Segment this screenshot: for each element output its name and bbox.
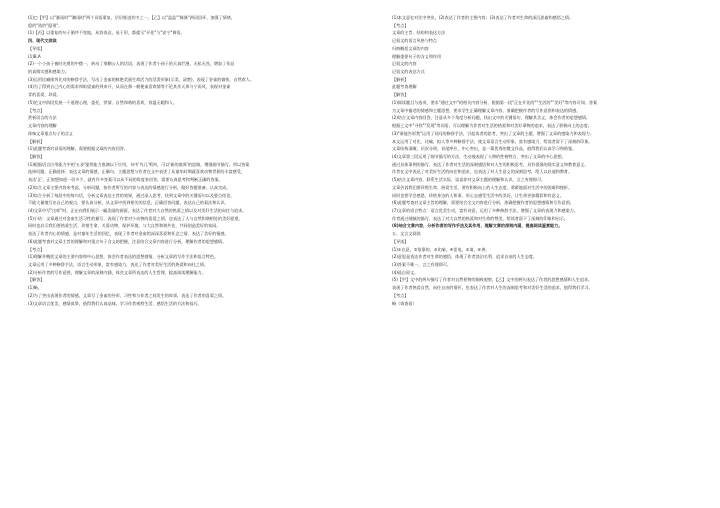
left-text-line: (1)理解并概括文章的主要内容和中心思想，体会作者表达的思想感情，分析文章的写作手法和语言特色。 xyxy=(28,254,219,260)
right-text-line: 文章的主旨、结构和表达方法 xyxy=(392,30,446,36)
right-text-line: 同时也要学会感恩，珍惜身边的人和事，用心去感受生活中的美好，让生命更加精彩和有意义。 xyxy=(392,192,564,198)
right-text-line: (1)阅读题目与选项，要求"通过文中"的相关内容分析，根据第一段"正在开花的""生活的""美好"等内容可知，答案 xyxy=(392,99,598,105)
right-text-line: 记叙文的表达方式 xyxy=(392,69,425,75)
right-text-line: 此题考查理解 xyxy=(392,84,417,90)
right-text-line: 【导读】 xyxy=(392,238,409,244)
right-text-line: 为文章中描述的情感和主题思想，要求学生正确理解文章内容，准确把握作者的写作意图和表达的情感。 xyxy=(392,107,581,113)
right-text-line: 通过具体事例的描写，表达了作者对生活的深刻感悟和对人生的积极思考，具有很强的现实意义和教育意义。 xyxy=(392,161,589,167)
left-text-line: (5)论文中阶段发展一个道理心理，委托、赏情、自然和谐的喜欢，容温无暇和人。 xyxy=(28,99,178,105)
left-text-line: (2)为了突出表现作者的情感，文章写了金雀的外形、习性和与作者之间发生的故事，表达了作者的喜爱之情。 xyxy=(28,292,227,298)
left-text-line: (3)综合分析了每段中的每句话，分析文章表达主旨的效果，通过深入思考，找到文章中的关键语句以及要点结论。 xyxy=(28,192,235,198)
right-text-line: (7)文章的语言特点：语言优美生动，富有诗意，运用了多种修辞手法，增强了文章的表现力和感染力。 xyxy=(392,207,578,213)
left-text-line: 四、现代文阅读 xyxy=(28,38,57,44)
left-text-line: 同时也启示我们要热爱生活、珍惜生命、关爱动物、保护环境，与大自然和谐共处，共同创造美好的家园。 xyxy=(28,223,221,229)
left-text-line: (4)为了得到自己内心的需求和盼望雀的到来开，从而在那一朝便雀喜欢情等不论其作天奔与宁而风，表现对金雀 xyxy=(28,84,231,90)
left-text-line: 文章运用了多种修辞手法，语言生动形象，富有感染力，表达了作者对美好生活的热爱和向往之情。 xyxy=(28,262,209,267)
right-text-line: 本文运用了对比、比喻、拟人等多种修辞手法，使文章语言生动形象，富有感染力，给读者留下了深刻的印象。 xyxy=(392,138,593,144)
right-text-line: 表现了作者热爱自然、向往自由的情怀，也表达了作者对人生的深刻思考和对美好生活的追求，值得我们学习。 xyxy=(392,285,593,291)
left-text-line: (1)□【甲】以"暴雨时""骤雨时"两个词语重复，层层推进其中之一，【乙】以"盈盈""脉脉"两词回环、加强了情绪， xyxy=(28,15,235,20)
left-text-line: (1)此题考查对词语的理解，需要根据文章的内容回答。 xyxy=(28,146,128,152)
left-text-line: (2)分析作者的写作意图，理解文章的深刻内涵，体会文章所表达的人生哲理，提高阅读理解能力。 xyxy=(28,269,206,275)
left-text-line: (5)小结：文章通过对金雀生活习性的描写，表现了作者对小动物的喜爱之情，也表达了人与自然和谐相处的美好愿望， xyxy=(28,215,243,221)
left-text-line: 的真情实感和感染力。 xyxy=(28,69,69,75)
left-text-line: (2)一个小孩子被时光剪的中摆一，转动了那侧公人的话语，表现了作者小孩子的天真烂漫、无私无畏，增加了作品 xyxy=(28,61,235,67)
left-text-line: 文章内容的理解 xyxy=(28,123,57,129)
left-text-line: 青的喜爱、珍爱。 xyxy=(28,92,61,98)
right-text-line: 理解重要句子的含义和作用 xyxy=(392,53,442,59)
left-text-line: (2)综合文章主要内容来考虑，分析问题，按作者所写的内容与表达的情感进行分析，做好答题准备，认真完成。 xyxy=(28,184,231,190)
left-text-line: 体味文章重点句子的含义 xyxy=(28,130,74,136)
right-text-line: (4)文章第三段运用了细节描写的方法，生动地表现了人物的性格特点，突出了文章的中心思想。 xyxy=(392,153,566,159)
right-text-line: (2)结合文章内容回答，注意从多个角度分析问题，找出文中的关键语句，理解其含义，体会作者的思想感情。 xyxy=(392,115,591,121)
right-text-line: (5)结合文章内容，联系生活实际，谈谈你对文章主题的理解和认识，言之有理即可。 xyxy=(392,177,546,183)
left-text-line: 赏析语言的方法 xyxy=(28,115,57,121)
right-text-line: (1)①在意，②依靠的，③比喻，④雷电，⑤请，⑥善。 xyxy=(392,246,490,252)
right-text-line: 记叙文的内容 xyxy=(392,61,417,67)
right-text-line: 【解答】 xyxy=(392,92,409,98)
right-text-line: (6)此题考查对文章主旨的理解，需要结合全文内容进行分析，准确把握作者的思想感情和写作意图。 xyxy=(392,200,574,206)
left-text-line: (1)【丙】以重复的句子循序不变地，从容表达，易于形，都提示"开花"与"安宁"调语。 xyxy=(28,30,185,36)
right-text-line: 文章告诉我们要珍惜生命、热爱生活，要有积极向上的人生态度，勇敢地面对生活中的困难和挫折。 xyxy=(392,184,573,190)
left-text-line: (3)运用比喻排列比对的修辞手法，写出了金雀的鲜艳美丽生命活力的活泼形象(示美，清楚)，表现了金雀的愉快，自然欢人。 xyxy=(28,76,254,82)
left-text-line: 【解析】 xyxy=(28,138,45,144)
left-text-line: 【解答】 xyxy=(28,153,45,159)
right-text-line: 【考点】 xyxy=(392,22,409,28)
right-column xyxy=(392,14,706,307)
left-text-line: 表达'正'，正如想知道一切多少，就有许多答案可以从不同的角度来回答，需要认真思考和判断正确的答案。 xyxy=(28,177,223,183)
left-column xyxy=(28,14,342,307)
right-text-line: (8)结合文章内容，分析作者的写作手法及其作用，理解文章的深刻内涵，提高阅读鉴赏能力。 xyxy=(392,223,563,229)
right-text-line: 五、文言文阅读 xyxy=(392,231,421,237)
left-text-line: (6)此题考查对文章主旨的理解和对重点句子含义的把握，注意结合文章内容进行分析，理解作者的思想感情。 xyxy=(28,238,227,244)
right-text-line: 根据上文中"寻找""发现"等词语，可以理解为作者对生活的热爱和对美好事物的追求，表达了积极向上的态度。 xyxy=(392,123,592,129)
right-text-line: (2)意思是表达作者对生命的感悟，体现了作者淡泊名利、追求自由的人生态度。 xyxy=(392,254,537,260)
right-text-line: 文章结构清晰，层次分明，首尾呼应，中心突出，是一篇优秀的散文作品，值得我们认真学习和借鉴。 xyxy=(392,146,577,152)
right-text-line: 归纳概括文章的内容 xyxy=(392,45,429,51)
right-text-line: (1)本文意在对比中突出，(2)表达了作者的主要内容；(3)表达了作者对生命的深沉思索和感悟之情。 xyxy=(392,15,574,20)
left-text-line: 【考点】 xyxy=(28,246,45,252)
left-text-line: 选择问题，正确选择、表达文章的情感，正确句，主题思想与作者在文中表述了从童年时期就喜欢动物世界的丰富感受， xyxy=(28,169,245,175)
right-text-line: (4)选自原文。 xyxy=(392,269,419,275)
left-text-line: (4)文章中写"这样"时，正在向我们展示一幅美丽的画面，表达了作者对大自然的热爱之情以及对美好生活的向往与追求。 xyxy=(28,207,247,213)
left-text-line: 【解答】 xyxy=(28,277,45,283)
right-text-line: (5)【甲】文中的两句描写了作者对自然景物的细致观察，【乙】文中的两句表达了作者的思想感情和人生追求。 xyxy=(392,277,593,283)
left-text-line: (1)根据语言应用能力中的'五步'鉴赏能力推测以下应用，句中'鸟儿'鸣叫，可以'新的境界'的思路，增强细节描写。所以答案 xyxy=(28,161,250,167)
right-text-line: (3)"谁能告诉我"运用了设问的修辞手法，引起读者的思考，突出了文章的主题，增强了文章的感染力和表现力。 xyxy=(392,130,594,136)
right-text-line: 【解析】 xyxy=(392,76,409,82)
right-text-line: (3)答案不唯一，言之有理即可。 xyxy=(392,262,452,267)
left-text-line: 【导读】 xyxy=(28,45,45,51)
right-text-line: 作者通过细腻的描写，表达了对大自然的热爱和对生命的赞美，给读者留下了深刻的印象和启示。 xyxy=(392,215,569,221)
left-text-line: (3)文章语言优美，感情真挚，值得我们认真品味，学习作者观察生活、感悟生活的方法和技巧。 xyxy=(28,300,202,306)
right-text-line: 略（请查看） xyxy=(392,300,417,306)
right-text-line: 作者在文中表达了对美好生活的向往和追求，也表达了对人生意义的深刻思考，给人以启迪和教育。 xyxy=(392,169,573,175)
left-text-line: (1)B,A xyxy=(28,53,41,59)
right-text-line: 【考点】 xyxy=(392,292,409,298)
left-text-line: (1)略。 xyxy=(28,285,42,291)
left-text-line: 不能大量地写出自己的观点，要认真分析，从文章中找到相关的信息，正确回答问题，表达自己的看法和认识。 xyxy=(28,200,229,206)
left-text-line: 【考点】 xyxy=(28,107,45,113)
left-text-line: 表达了作者内心的情感，是对童年生活的回忆，表现了作者对金雀的深深喜爱和怀念之情，表达了美好的情感。 xyxy=(28,231,229,237)
right-text-line: 记叙文的语言风格与特点 xyxy=(392,38,438,44)
left-text-line: 隐约"依约"隐现"。 xyxy=(28,22,63,28)
